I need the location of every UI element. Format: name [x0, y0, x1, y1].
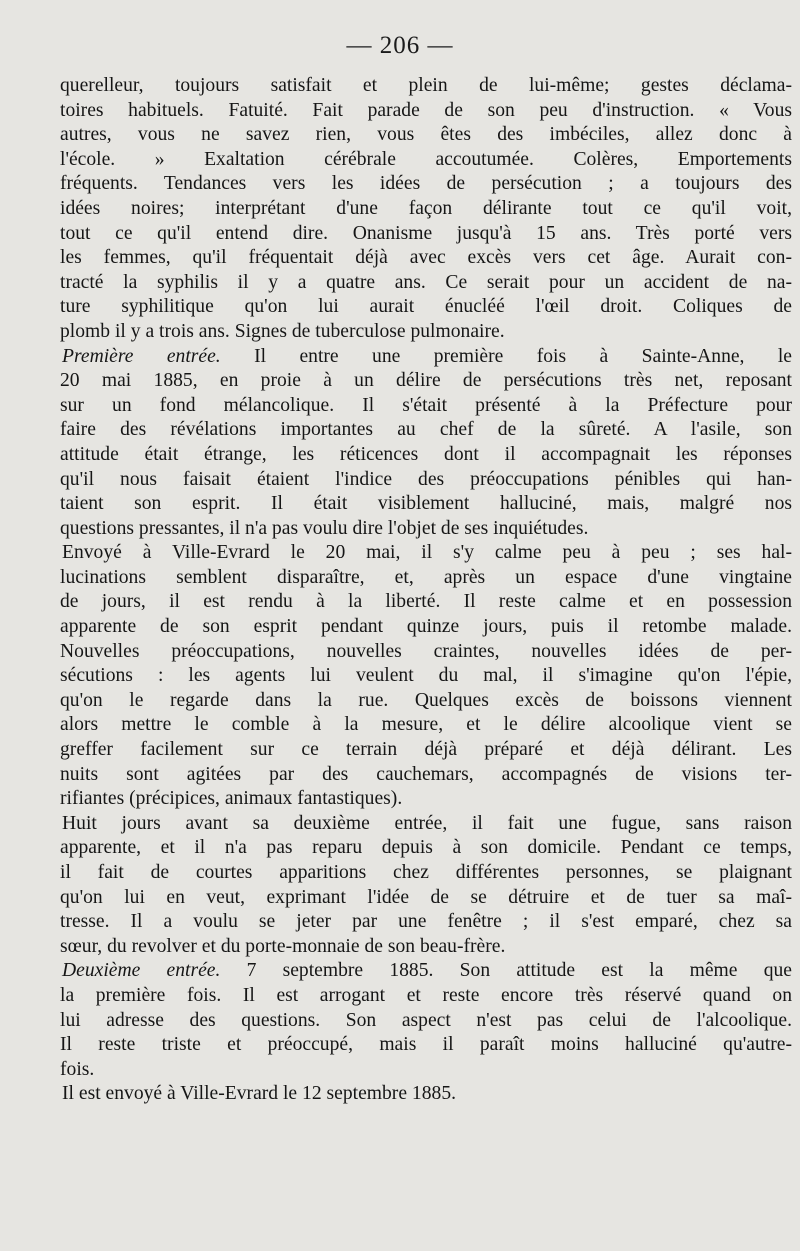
line-text: faire des révélations importantes au chef de la sûreté. A l'asile, son	[60, 419, 792, 441]
line-text: tout ce qu'il entend dire. Onanisme jusqu'à 15 ans. Très porté vers	[60, 222, 792, 244]
line-text: taient son esprit. Il était visiblement halluciné, mais, malgré nos	[60, 493, 792, 515]
line-text: attitude était étrange, les réticences dont il accompagnait les réponses	[60, 443, 792, 465]
text-line	[60, 886, 792, 911]
section-heading: Première entrée.	[62, 345, 221, 367]
text-line	[60, 1058, 792, 1083]
line-text: Huit jours avant sa deuxième entrée, il fait une fugue, sans raison	[62, 812, 792, 834]
text-line	[60, 74, 792, 99]
text-line	[60, 615, 792, 640]
text-line	[60, 172, 792, 197]
text-line	[60, 664, 792, 689]
text-line	[60, 394, 792, 419]
line-text: sur un fond mélancolique. Il s'était présenté à la Préfecture pour	[60, 394, 792, 416]
line-text: sœur, du revolver et du porte-monnaie de son beau-frère.	[60, 935, 506, 957]
line-text: fois.	[60, 1058, 95, 1080]
text-line	[60, 713, 792, 738]
line-text: Il reste triste et préoccupé, mais il paraît moins halluciné qu'autre-	[60, 1034, 792, 1056]
line-text: questions pressantes, il n'a pas voulu dire l'objet de ses inquiétudes.	[60, 517, 589, 539]
line-text: de jours, il est rendu à la liberté. Il reste calme et en possession	[60, 591, 792, 613]
text-line	[60, 861, 792, 886]
text-line	[60, 836, 792, 861]
text-line	[60, 910, 792, 935]
text-line	[60, 246, 792, 271]
text-line	[60, 443, 792, 468]
line-text: ture syphilitique qu'on lui aurait énucléé l'œil droit. Coliques de	[60, 296, 792, 318]
line-text: lucinations semblent disparaître, et, après un espace d'une vingtaine	[60, 566, 792, 588]
line-text: l'école. » Exaltation cérébrale accoutumée. Colères, Emportements	[60, 148, 792, 170]
line-text: qu'on le regarde dans la rue. Quelques excès de boissons viennent	[60, 689, 792, 711]
line-text: Nouvelles préoccupations, nouvelles craintes, nouvelles idées de per-	[60, 640, 792, 662]
text-line	[60, 320, 792, 345]
text-line	[60, 148, 792, 173]
line-text: apparente de son esprit pendant quinze jours, puis il retombe malade.	[60, 616, 792, 638]
text-line	[60, 1082, 792, 1107]
line-text: fréquents. Tendances vers les idées de persécution ; a toujours des	[60, 173, 792, 195]
line-text: les femmes, qu'il fréquentait déjà avec excès vers cet âge. Aurait con-	[60, 247, 792, 269]
text-line	[60, 590, 792, 615]
text-line	[60, 99, 792, 124]
page-number: — 206 —	[346, 32, 454, 59]
line-text: 20 mai 1885, en proie à un délire de persécutions très net, reposant	[60, 370, 792, 392]
text-line	[60, 1009, 792, 1034]
line-text: qu'il nous faisait étaient l'indice des préoccupations pénibles qui han-	[60, 468, 792, 490]
text-line	[60, 566, 792, 591]
text-line	[60, 738, 792, 763]
line-text: la première fois. Il est arrogant et reste encore très réservé quand on	[60, 984, 792, 1006]
text-line	[60, 295, 792, 320]
text-line	[60, 640, 792, 665]
text-line	[60, 123, 792, 148]
text-line	[60, 984, 792, 1009]
line-text: il fait de courtes apparitions chez différentes personnes, se plaignant	[60, 862, 792, 883]
text-line	[60, 763, 792, 788]
line-text: Il entre une première fois à Sainte-Anne, le	[220, 345, 792, 367]
line-text: toires habituels. Fatuité. Fait parade de son peu d'instruction. « Vous	[60, 99, 792, 121]
text-line	[60, 935, 792, 960]
section-heading: Deuxième entrée.	[62, 960, 221, 982]
line-text: sécutions : les agents lui veulent du mal, il s'imagine qu'on l'épie,	[60, 665, 792, 687]
line-text: alors mettre le comble à la mesure, et le délire alcoolique vient se	[60, 714, 792, 736]
line-text: querelleur, toujours satisfait et plein de lui-même; gestes déclama-	[60, 75, 792, 96]
line-text: tresse. Il a voulu se jeter par une fenêtre ; il s'est emparé, chez sa	[60, 911, 792, 933]
line-text: autres, vous ne savez rien, vous êtes des imbéciles, allez donc à	[60, 124, 792, 146]
line-text: plomb il y a trois ans. Signes de tuberculose pulmonaire.	[60, 320, 505, 342]
text-line	[60, 959, 792, 984]
line-text: idées noires; interprétant d'une façon délirante tout ce qu'il voit,	[60, 197, 792, 219]
line-text: Il est envoyé à Ville-Evrard le 12 septembre 1885.	[62, 1083, 457, 1105]
body-text	[60, 74, 792, 1107]
line-text: lui adresse des questions. Son aspect n'est pas celui de l'alcoolique.	[60, 1009, 792, 1031]
line-text: tracté la syphilis il y a quatre ans. Ce serait pour un accident de na-	[60, 271, 792, 293]
text-line	[60, 492, 792, 517]
line-text: apparente, et il n'a pas reparu depuis à son domicile. Pendant ce temps,	[60, 837, 792, 859]
text-line	[60, 369, 792, 394]
line-text: greffer facilement sur ce terrain déjà préparé et déjà délirant. Les	[60, 739, 792, 761]
text-line	[60, 418, 792, 443]
text-line	[60, 787, 792, 812]
text-line	[60, 197, 792, 222]
line-text: Envoyé à Ville-Evrard le 20 mai, il s'y calme peu à peu ; ses hal-	[62, 542, 792, 564]
line-text: qu'on lui en veut, exprimant l'idée de se détruire et de tuer sa maî-	[60, 886, 792, 908]
text-line	[60, 345, 792, 370]
line-text: rifiantes (précipices, animaux fantastiques).	[60, 788, 403, 810]
text-line	[60, 812, 792, 837]
text-line	[60, 541, 792, 566]
line-text: 7 septembre 1885. Son attitude est la même que	[220, 960, 792, 982]
text-line	[60, 468, 792, 493]
text-line	[60, 689, 792, 714]
line-text: nuits sont agitées par des cauchemars, accompagnés de visions ter-	[60, 763, 792, 785]
text-line	[60, 517, 792, 542]
text-line	[60, 1033, 792, 1058]
text-line	[60, 222, 792, 247]
text-line	[60, 271, 792, 296]
